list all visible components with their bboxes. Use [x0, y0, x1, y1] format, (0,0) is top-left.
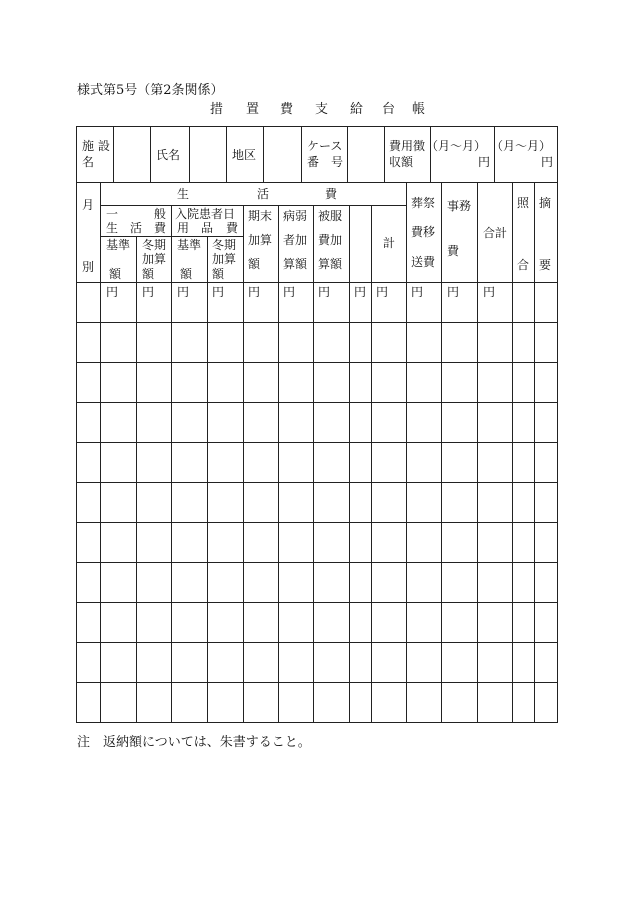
inpatient-header: 入院患者日 [175, 207, 236, 221]
case-number-label: 番 号 [307, 155, 344, 169]
remarks-header: 要 [539, 258, 552, 272]
general-living-header: 般 [154, 207, 167, 221]
living-total-header: 計 [383, 236, 396, 250]
table-rule [349, 205, 350, 723]
table-rule [243, 205, 244, 723]
funeral-transport-header: 費移 [411, 225, 436, 239]
table-rule [100, 182, 101, 723]
title-char: 措 [210, 102, 224, 117]
period-b-label: （月〜月） [491, 139, 552, 153]
general-living-header: 活 [130, 221, 143, 235]
facility-name-label: 名 [82, 155, 95, 169]
yen-unit: 円 [248, 285, 261, 299]
yen-unit: 円 [142, 285, 155, 299]
remarks-header: 摘 [539, 196, 552, 210]
table-rule [76, 642, 558, 643]
funeral-transport-header: 葬祭 [411, 196, 436, 210]
winter-addition-header: 冬期 [212, 238, 237, 252]
table-rule [430, 126, 431, 182]
sick-addition-header: 算額 [283, 257, 308, 271]
period-b-unit: 円 [541, 155, 554, 169]
table-rule [371, 205, 372, 723]
check-header: 照 [517, 196, 530, 210]
living-expenses-header: 活 [257, 187, 270, 201]
table-rule [76, 522, 558, 523]
fee-collection-label: 費用徴 [389, 139, 426, 153]
table-rule [512, 182, 513, 723]
funeral-transport-header: 送費 [411, 255, 436, 269]
person-name-label: 氏名 [156, 148, 181, 162]
inpatient-header: 費 [226, 221, 239, 235]
table-rule [384, 126, 385, 182]
table-rule [263, 126, 264, 182]
grand-total-header: 合計 [483, 226, 508, 240]
general-living-header: 一 [106, 207, 119, 221]
table-rule [76, 722, 558, 723]
table-rule [313, 205, 314, 723]
winter-addition-header: 加算 [212, 252, 237, 266]
clothing-addition-header: 費加 [318, 233, 343, 247]
table-rule [136, 236, 137, 723]
table-rule [494, 126, 495, 182]
table-rule [76, 402, 558, 403]
district-label: 地区 [232, 148, 257, 162]
sick-addition-header: 者加 [283, 233, 308, 247]
yen-unit: 円 [483, 285, 496, 299]
period-a-label: （月〜月） [426, 139, 487, 153]
year-end-addition-header: 額 [248, 257, 261, 271]
yen-unit: 円 [411, 285, 424, 299]
table-rule [76, 362, 558, 363]
table-rule [301, 126, 302, 182]
year-end-addition-header: 加算 [248, 233, 273, 247]
period-a-unit: 円 [478, 155, 491, 169]
table-rule [207, 236, 208, 723]
winter-addition-header: 額 [212, 267, 225, 281]
table-rule [76, 126, 558, 127]
base-amount-header: 額 [180, 267, 193, 281]
footnote: 注 返納額については、朱書すること。 [77, 735, 311, 750]
clothing-addition-header: 被服 [318, 209, 343, 223]
table-rule [534, 182, 535, 723]
table-rule [76, 602, 558, 603]
form-number: 様式第5号（第2条関係） [77, 83, 224, 98]
yen-unit: 円 [318, 285, 331, 299]
yen-unit: 円 [212, 285, 225, 299]
title-char: 置 [246, 102, 260, 117]
table-rule [406, 182, 407, 723]
title-char: 給 [350, 102, 364, 117]
case-number-label: ケース [307, 139, 343, 153]
table-rule [76, 442, 558, 443]
office-expenses-header: 事務 [447, 199, 472, 213]
general-living-header: 費 [154, 221, 167, 235]
table-rule [76, 182, 558, 183]
yen-unit: 円 [106, 285, 119, 299]
table-rule [113, 126, 114, 182]
clothing-addition-header: 算額 [318, 257, 343, 271]
base-amount-header: 基準 [177, 238, 202, 252]
winter-addition-header: 加算 [142, 252, 167, 266]
inpatient-header: 品 [201, 221, 214, 235]
yen-unit: 円 [177, 285, 190, 299]
title-char: 支 [315, 102, 329, 117]
check-header: 合 [517, 258, 530, 272]
table-rule [171, 205, 172, 723]
table-rule [76, 126, 77, 723]
office-expenses-header: 費 [447, 244, 460, 258]
table-rule [278, 205, 279, 723]
winter-addition-header: 冬期 [142, 238, 167, 252]
facility-name-label: 施 設 [82, 139, 110, 153]
table-rule [150, 126, 151, 182]
table-rule [76, 482, 558, 483]
base-amount-header: 額 [109, 267, 122, 281]
sick-addition-header: 病弱 [283, 209, 308, 223]
table-rule [76, 682, 558, 683]
title-char: 台 [382, 102, 396, 117]
table-rule [347, 126, 348, 182]
living-expenses-header: 費 [325, 187, 338, 201]
title-char: 費 [280, 102, 294, 117]
table-rule [477, 182, 478, 723]
table-rule [76, 562, 558, 563]
fee-collection-label: 収額 [389, 155, 414, 169]
month-header: 月 [82, 198, 95, 212]
month-header: 別 [82, 260, 95, 274]
table-rule [76, 322, 558, 323]
general-living-header: 生 [106, 221, 119, 235]
base-amount-header: 基準 [106, 238, 131, 252]
yen-unit: 円 [354, 285, 367, 299]
year-end-addition-header: 期末 [248, 209, 273, 223]
winter-addition-header: 額 [142, 267, 155, 281]
title-char: 帳 [412, 102, 426, 117]
table-rule [557, 126, 558, 723]
table-rule [226, 126, 227, 182]
table-rule [189, 126, 190, 182]
table-rule [100, 205, 406, 206]
yen-unit: 円 [283, 285, 296, 299]
living-expenses-header: 生 [177, 187, 190, 201]
table-rule [76, 282, 558, 283]
yen-unit: 円 [376, 285, 389, 299]
table-rule [441, 182, 442, 723]
inpatient-header: 用 [177, 221, 190, 235]
yen-unit: 円 [447, 285, 460, 299]
